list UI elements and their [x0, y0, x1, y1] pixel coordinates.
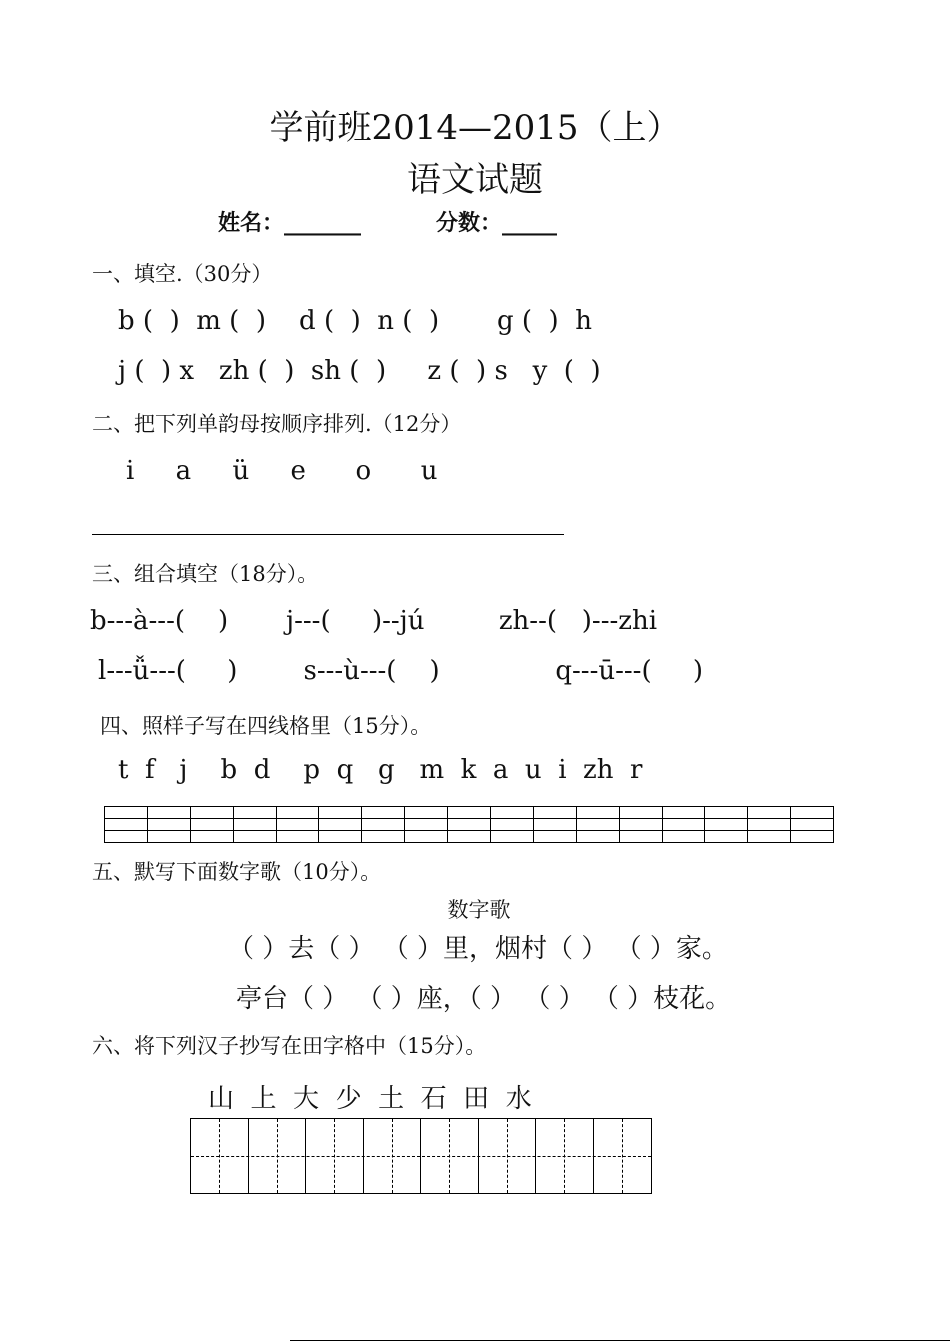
tian-cell — [191, 1119, 249, 1193]
tian-cell — [536, 1119, 594, 1193]
tian-cell — [479, 1119, 537, 1193]
name-field: 姓名：_______ — [218, 210, 362, 236]
section6-characters: 山 上 大 少 土 石 田 水 — [208, 1084, 532, 1114]
footer-rule — [290, 1340, 950, 1341]
four-line-grid — [104, 806, 834, 843]
section6-heading: 六、将下列汉子抄写在田字格中（15分）。 — [92, 1034, 487, 1058]
section1-heading: 一、填空.（30分） — [92, 262, 273, 286]
section1-row2: j ( ) x zh ( ) sh ( ) z ( ) s y ( ) — [118, 356, 601, 386]
tian-cell — [364, 1119, 422, 1193]
exam-subtitle: 语文试题 — [407, 160, 543, 200]
answer-line — [92, 534, 564, 535]
poem-line2: 亭台（ ） （ ）座，（ ） （ ） （ ）枝花。 — [236, 984, 732, 1014]
score-field: 分数：_____ — [436, 210, 558, 236]
section3-heading: 三、组合填空（18分）。 — [92, 562, 319, 586]
section2-heading: 二、把下列单韵母按顺序排列.（12分） — [92, 412, 462, 436]
tian-cell — [249, 1119, 307, 1193]
tian-cell — [594, 1119, 651, 1193]
tian-grid — [190, 1118, 652, 1194]
section2-letters: i a ü e o u — [126, 456, 438, 486]
section3-row2: l---ǚ---( ) s---ù---( ) q---ū---( ) — [98, 656, 704, 686]
exam-title: 学前班2014—2015（上） — [269, 108, 681, 148]
tian-cell — [421, 1119, 479, 1193]
section4-heading: 四、照样子写在四线格里（15分）。 — [100, 714, 432, 738]
section1-row1: b ( ) m ( ) d ( ) n ( ) g ( ) h — [118, 306, 592, 336]
section5-heading: 五、默写下面数字歌（10分）。 — [92, 860, 382, 884]
section4-letters: t f j b d p q g m k a u i zh r — [118, 755, 643, 785]
tian-cell — [306, 1119, 364, 1193]
poem-line1: （ ）去（ ） （ ）里，烟村（ ） （ ）家。 — [228, 934, 728, 964]
poem-title: 数字歌 — [447, 898, 511, 922]
section3-row1: b---à---( ) j---( )--jú zh--( )---zhi — [90, 606, 658, 636]
